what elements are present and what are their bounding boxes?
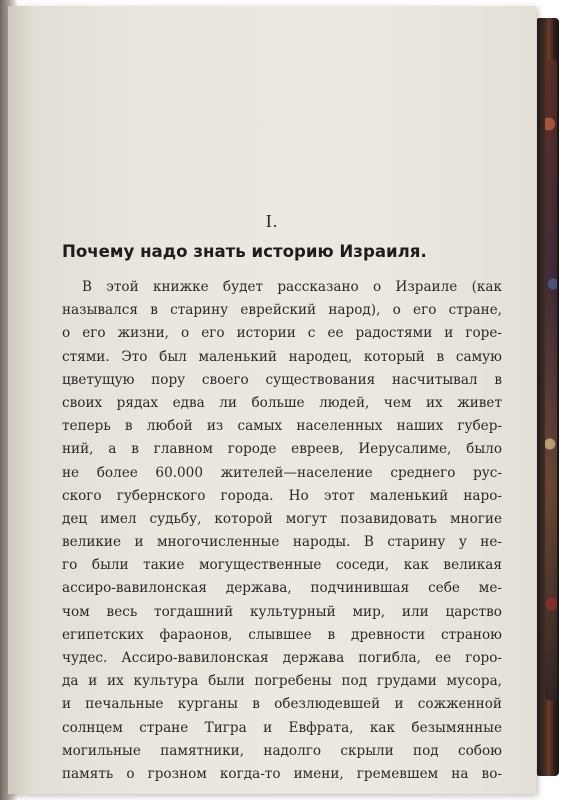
book-page (8, 6, 536, 794)
show-through-text (66, 61, 506, 231)
body-line: великие и многочисленные народы. В старину у не- (62, 534, 502, 551)
body-line: В этой книжке будет рассказано о Израиле (как (82, 279, 502, 295)
chapter-number: I. (265, 211, 279, 231)
marbled-cover-pattern (545, 60, 557, 700)
body-line: ний, а в главном городе евреев, Иерусалиме, было (62, 441, 502, 458)
body-line: не более 60.000 жителей—население среднего рус- (62, 464, 502, 481)
body-line: египетских фараонов, слывшее в древности страною (62, 626, 502, 643)
body-line: назывался в старину еврейский народ), о его стране, (62, 302, 502, 319)
body-line: ского губернского города. Но этот маленький наро- (62, 487, 502, 504)
body-line: солнцем стране Тигра и Евфрата, как безымянные (62, 719, 502, 736)
chapter-body (62, 276, 502, 786)
body-line: цветущую пору своего существования насчитывал в (62, 371, 502, 388)
body-line: чом весь тогдашний культурный мир, или царство (62, 603, 502, 620)
body-line: стями. Это был маленький народец, который в самую (62, 348, 502, 365)
body-line: своих рядах едва ли больше людей, чем их живет (62, 394, 502, 411)
body-line: о его жизни, о его истории с ее радостями и горе- (62, 325, 502, 342)
body-line: дец имел судьбу, которой могут позавидовать многие (62, 510, 502, 527)
body-line: могильные памятники, надолго скрыли под собою (62, 742, 502, 759)
body-line: и печальные курганы в обезлюдевшей и сожженной (62, 696, 502, 713)
body-line: го были такие могущественные соседи, как великая (62, 557, 502, 574)
body-line: теперь в любой из самых населенных наших губер- (62, 418, 502, 435)
body-line: чудес. Ассиро-вавилонская держава погибла, ее горо- (62, 650, 502, 666)
body-line: память о грозном когда-то имени, гремевшем на во- (62, 765, 502, 782)
body-line: да и их культура были погребены под грудами мусора, (62, 673, 502, 690)
chapter-title: Почему надо знать историю Израиля. (62, 242, 427, 261)
body-line: ассиро-вавилонская держава, подчинившая себе ме- (62, 580, 502, 597)
